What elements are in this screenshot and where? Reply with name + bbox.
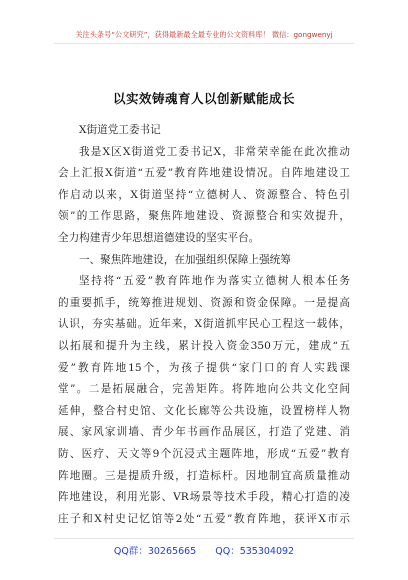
body-line: 认识，夯实基础。近年来，X街道抓牢民心工程这一载体，: [58, 318, 350, 331]
footer-contact: [0, 543, 408, 557]
footer-qq-group: QQ群：30265665: [113, 546, 197, 557]
body-line: 会上汇报X街道“五爱”教育阵地建设情况。自阵地建设工: [58, 167, 350, 180]
body-line: 展、家风家训墙、青少年书画作品展区，打造了党建、消: [58, 426, 350, 439]
body-line: 作启动以来，X街道坚持“立德树人、资源整合、特色引: [58, 188, 350, 201]
body-line: 延伸，整合村史馆、文化长廊等公共设施，设置榜样人物: [58, 404, 350, 417]
section-heading: 一、聚焦阵地建设，在加强组织保障上强统筹: [79, 253, 291, 266]
footer-qq: QQ：535304092: [215, 546, 295, 557]
header-rule: [54, 43, 354, 44]
body-line: 全力构建青少年思想道德建设的坚实平台。: [58, 231, 260, 244]
body-line: 我是X区X街道党工委书记X，非常荣幸能在此次推动: [79, 145, 350, 158]
body-line: 防、医疗、天文等9个沉浸式主题阵地，形成“五爱”教育: [58, 447, 350, 460]
document-body: [58, 120, 350, 530]
body-line: 庄子和X村史记忆馆等2处“五爱”教育阵地，获评X市示: [58, 512, 350, 525]
body-line: 阵地建设，利用光影、VR场景等技术手段，精心打造的凌: [58, 491, 350, 504]
footer-rule: [54, 538, 354, 539]
author-line: X街道党工委书记: [79, 124, 161, 136]
document-title: 以实效铸魂育人以创新赋能成长: [112, 91, 295, 106]
body-line: 的重要抓手，统筹推进规划、资源和资金保障。一是提高: [58, 296, 350, 309]
body-line: 堂”。二是拓展融合，完善矩阵。将阵地向公共文化空间: [58, 383, 350, 396]
body-line: 坚持将“五爱”教育阵地作为落实立德树人根本任务: [79, 275, 350, 288]
body-line: 以拓展和提升为主线，累计投入资金350万元，建成“五: [58, 339, 350, 352]
header-banner: 关注头条号“公文研究”，获得最新最全最专业的公文资料库！ 微信：gongwenyj: [75, 30, 333, 39]
body-line: 阵地圈。三是提质升级，打造标杆。因地制宜高质量推动: [58, 469, 350, 482]
body-line: 领”的工作思路，聚焦阵地建设、资源整合和实效提升，: [58, 210, 350, 223]
body-line: 爱”教育阵地15个，为孩子提供“家门口的育人实践课: [58, 361, 350, 374]
